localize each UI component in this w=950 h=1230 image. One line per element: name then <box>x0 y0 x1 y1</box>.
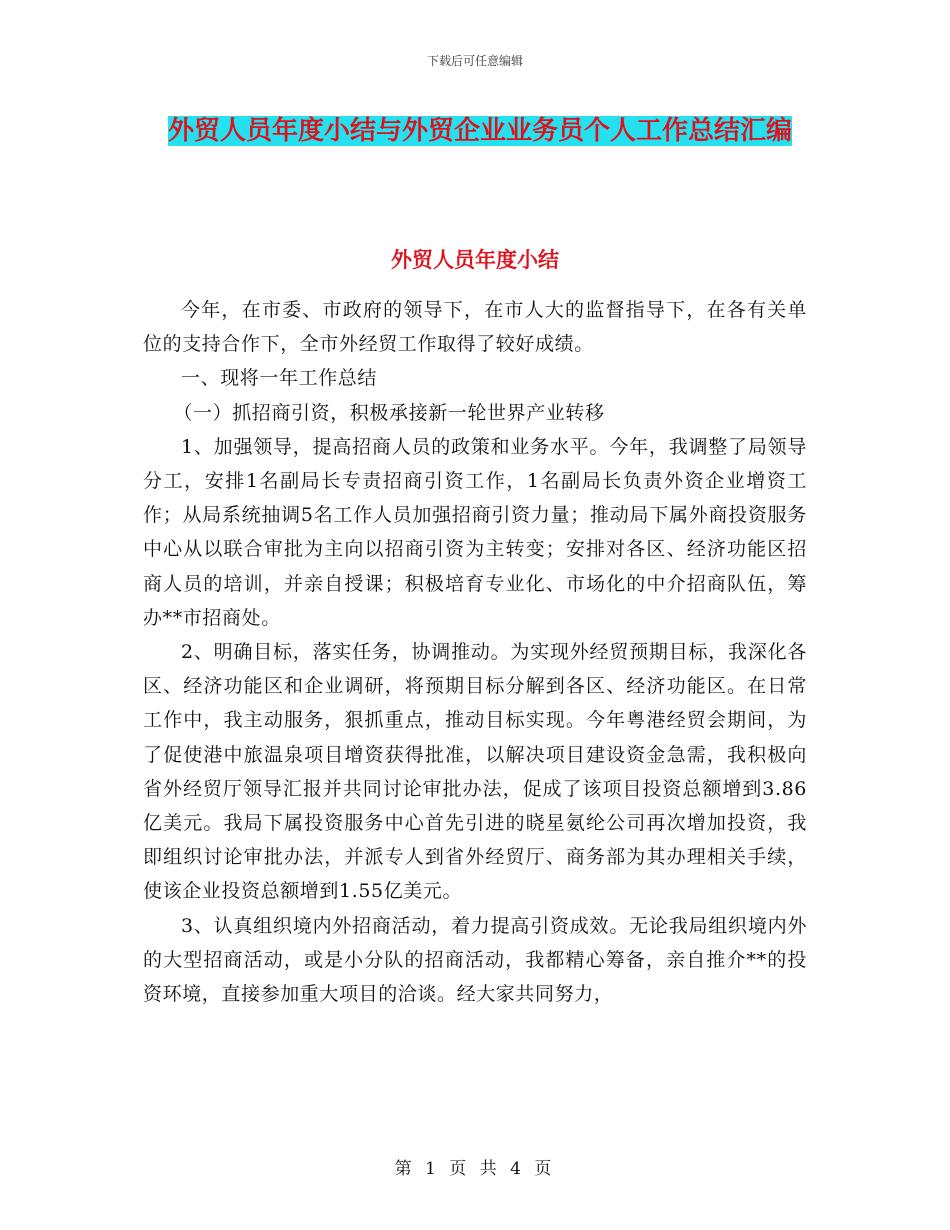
page-footer: 第 1 页 共 4 页 <box>394 1159 556 1179</box>
document-body <box>143 293 807 1011</box>
document-title <box>150 108 810 154</box>
paragraph-heading-1: 一、现将一年工作总结 <box>181 367 378 390</box>
paragraph-item-3: 3、认真组织境内外招商活动，着力提高引资成效。无论我局组织境内外的大型招商活动，或是小分队的招商活动，我都精心筹备，亲自推介**的投资环境，直接参加重大项目的洽谈。经大家共同努力， <box>143 914 807 1006</box>
paragraph-item-2: 2、明确目标，落实任务，协调推动。为实现外经贸预期目标，我深化各区、经济功能区和企业调研，将预期目标分解到各区、经济功能区。在日常工作中，我主动服务，狠抓重点，推动目标实现。今年粤港经贸会期间，为了促使港中旅温泉项目增资获得批准，以解决项目建设资金急需，我积极向省外经贸厅领导汇报并共同讨论审批办法，促成了该项目投资总额增到3.86亿美元。我局下属投资服务中心首先引进的晓星氨纶公司再次增加投资，我即组织讨论审批办法，并派专人到省外经贸厅、商务部为其办理相关手续，使该企业投资总额增到1.55亿美元。 <box>143 641 807 903</box>
paragraph-item-1: 1、加强领导，提高招商人员的政策和业务水平。今年，我调整了局领导分工，安排1名副局长专责招商引资工作，1名副局长负责外资企业增资工作；从局系统抽调5名工作人员加强招商引资力量；推动局下属外商投资服务中心从以联合审批为主向以招商引资为主转变；安排对各区、经济功能区招商人员的培训，并亲自授课；积极培育专业化、市场化的中介招商队伍，筹办**市招商处。 <box>143 435 807 629</box>
section-title: 外贸人员年度小结 <box>391 247 559 272</box>
document-title-text: 外贸人员年度小结与外贸企业业务员个人工作总结汇编 <box>167 116 792 146</box>
paragraph-subheading-1: （一）抓招商引资，积极承接新一轮世界产业转移 <box>173 401 605 424</box>
header-note: 下载后可任意编辑 <box>426 54 523 68</box>
paragraph-intro: 今年，在市委、市政府的领导下，在市人大的监督指导下，在各有关单位的支持合作下，全市外经贸工作取得了较好成绩。 <box>143 299 807 356</box>
